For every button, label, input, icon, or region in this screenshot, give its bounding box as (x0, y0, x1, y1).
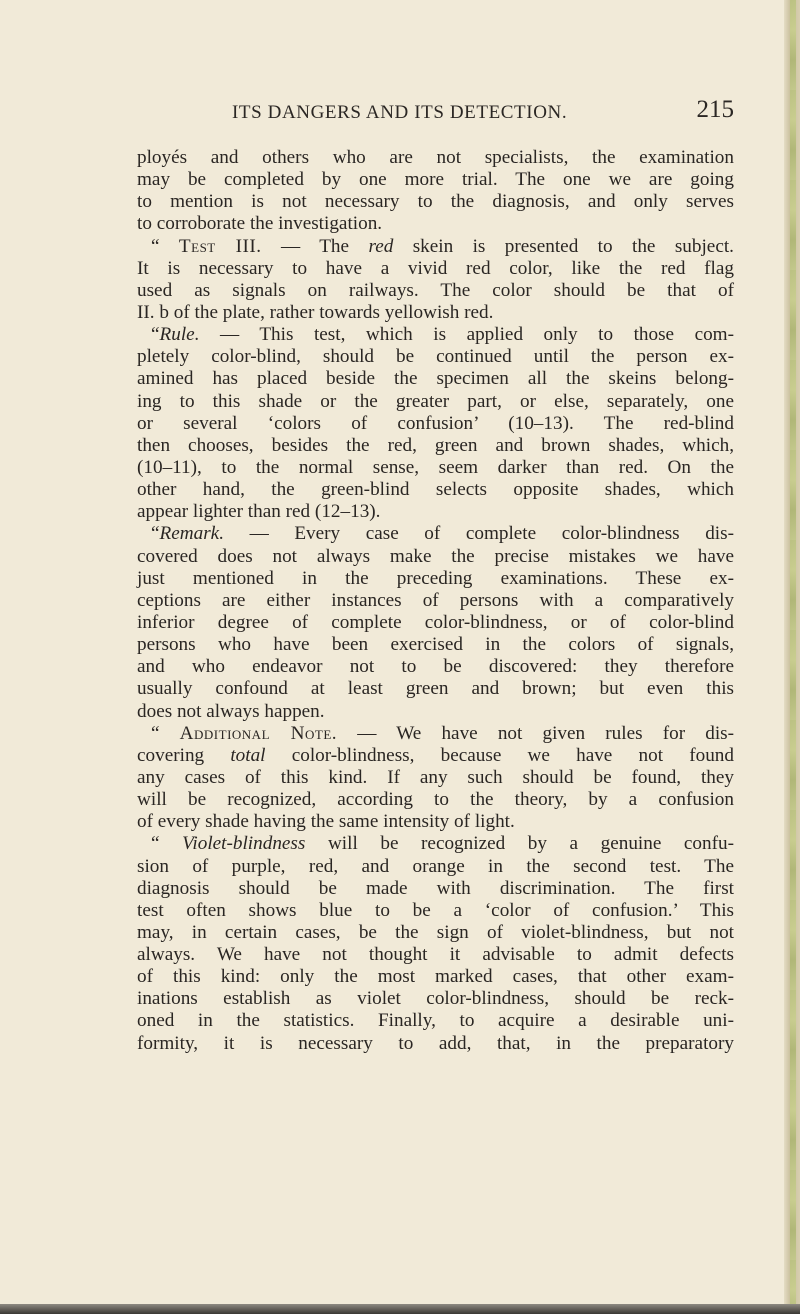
text-line: or several ‘colors of confusion’ (10–13). The red-blind (137, 412, 734, 434)
page-header (137, 96, 734, 132)
text-line: of this kind: only the most marked cases, that other exam- (137, 966, 734, 988)
text-line: amined has placed beside the specimen all the skeins belong- (137, 368, 734, 390)
text-segment: — This test, which is applied only to those com- (199, 324, 734, 346)
text-line: always. We have not thought it advisable to admit defects (137, 944, 734, 966)
text-line: to mention is not necessary to the diagnosis, and only serves (137, 191, 734, 213)
text-segment: — We have not given rules for dis- (337, 722, 735, 744)
paragraph-remark (137, 523, 734, 545)
text-line: ing to this shade or the greater part, or else, separately, one (137, 390, 734, 412)
text-line: appear lighter than red (12–13). (137, 501, 381, 523)
running-head: ITS DANGERS AND ITS DETECTION. (232, 102, 568, 123)
emphasis: Violet-blindness (182, 833, 306, 855)
emphasis: Rule. (159, 324, 200, 346)
text-line: ployés and others who are not specialists, the examination (137, 147, 734, 168)
page-number: 215 (696, 96, 734, 123)
text-line: may be completed by one more trial. The one we are going (137, 169, 734, 191)
text-line: It is necessary to have a vivid red color, like the red flag (137, 257, 734, 279)
paragraph-rule (137, 324, 734, 346)
text-line: will be recognized, according to the theory, by a confusion (137, 789, 734, 811)
text-line: diagnosis should be made with discrimination. The first (137, 877, 734, 899)
text-segment: color-blindness, because we have not found (265, 744, 734, 766)
text-line: of every shade having the same intensity of light. (137, 811, 515, 833)
text-line: ceptions are either instances of persons with a comparatively (137, 589, 734, 611)
text-line (137, 745, 734, 767)
text-line: usually confound at least green and brown; but even this (137, 678, 734, 700)
text-segment: — The (261, 235, 369, 257)
paragraph-test-iii (137, 236, 734, 258)
quote-mark: “ (151, 235, 179, 257)
text-segment: skein is presented to the subject. (393, 235, 734, 257)
text-segment: — Every case of complete color-blindness dis- (224, 523, 734, 545)
body-text (137, 147, 734, 1055)
quote-mark: “ (151, 722, 180, 744)
text-line: and who endeavor not to be discovered: they therefore (137, 656, 734, 678)
text-segment: will be recognized by a genuine confu- (305, 833, 734, 855)
text-line: then chooses, besides the red, green and brown shades, which, (137, 434, 734, 456)
text-line: formity, it is necessary to add, that, in the preparatory (137, 1032, 734, 1054)
text-line: persons who have been exercised in the colors of signals, (137, 634, 734, 656)
text-line: used as signals on railways. The color should be that of (137, 279, 734, 301)
emphasis: red (368, 235, 394, 257)
test-label: Test III. (178, 235, 262, 257)
text-line: covered does not always make the precise mistakes we have (137, 545, 734, 567)
text-line: II. b of the plate, rather towards yellowish red. (137, 301, 494, 323)
text-line: inferior degree of complete color-blindness, or of color-blind (137, 611, 734, 633)
emphasis: Remark. (159, 523, 224, 545)
quote-mark: “ (151, 523, 160, 545)
text-line: any cases of this kind. If any such should be found, they (137, 766, 734, 788)
paragraph-violet-blindness (137, 833, 734, 855)
text-line: pletely color-blind, should be continued until the person ex- (137, 346, 734, 368)
text-line: does not always happen. (137, 700, 325, 722)
text-line: to corroborate the investigation. (137, 213, 383, 235)
text-segment: covering (137, 744, 231, 766)
quote-mark: “ (151, 833, 183, 855)
emphasis: total (230, 744, 266, 766)
text-line: just mentioned in the preceding examinations. These ex- (137, 567, 734, 589)
text-line: sion of purple, red, and orange in the second test. The (137, 855, 734, 877)
quote-mark: “ (151, 324, 160, 346)
page-edge-binding (790, 0, 796, 1314)
text-line: other hand, the green-blind selects opposite shades, which (137, 479, 734, 501)
text-line: inations establish as violet color-blindness, should be reck- (137, 988, 734, 1010)
text-line: may, in certain cases, be the sign of violet-blindness, but not (137, 921, 734, 943)
paragraph-additional-note (137, 723, 734, 745)
note-label: Additional Note. (179, 722, 338, 744)
page-edge-bottom (0, 1304, 800, 1314)
text-line: (10–11), to the normal sense, seem darker than red. On the (137, 456, 734, 478)
text-line: oned in the statistics. Finally, to acquire a desirable uni- (137, 1010, 734, 1032)
text-line: test often shows blue to be a ‘color of confusion.’ This (137, 899, 734, 921)
